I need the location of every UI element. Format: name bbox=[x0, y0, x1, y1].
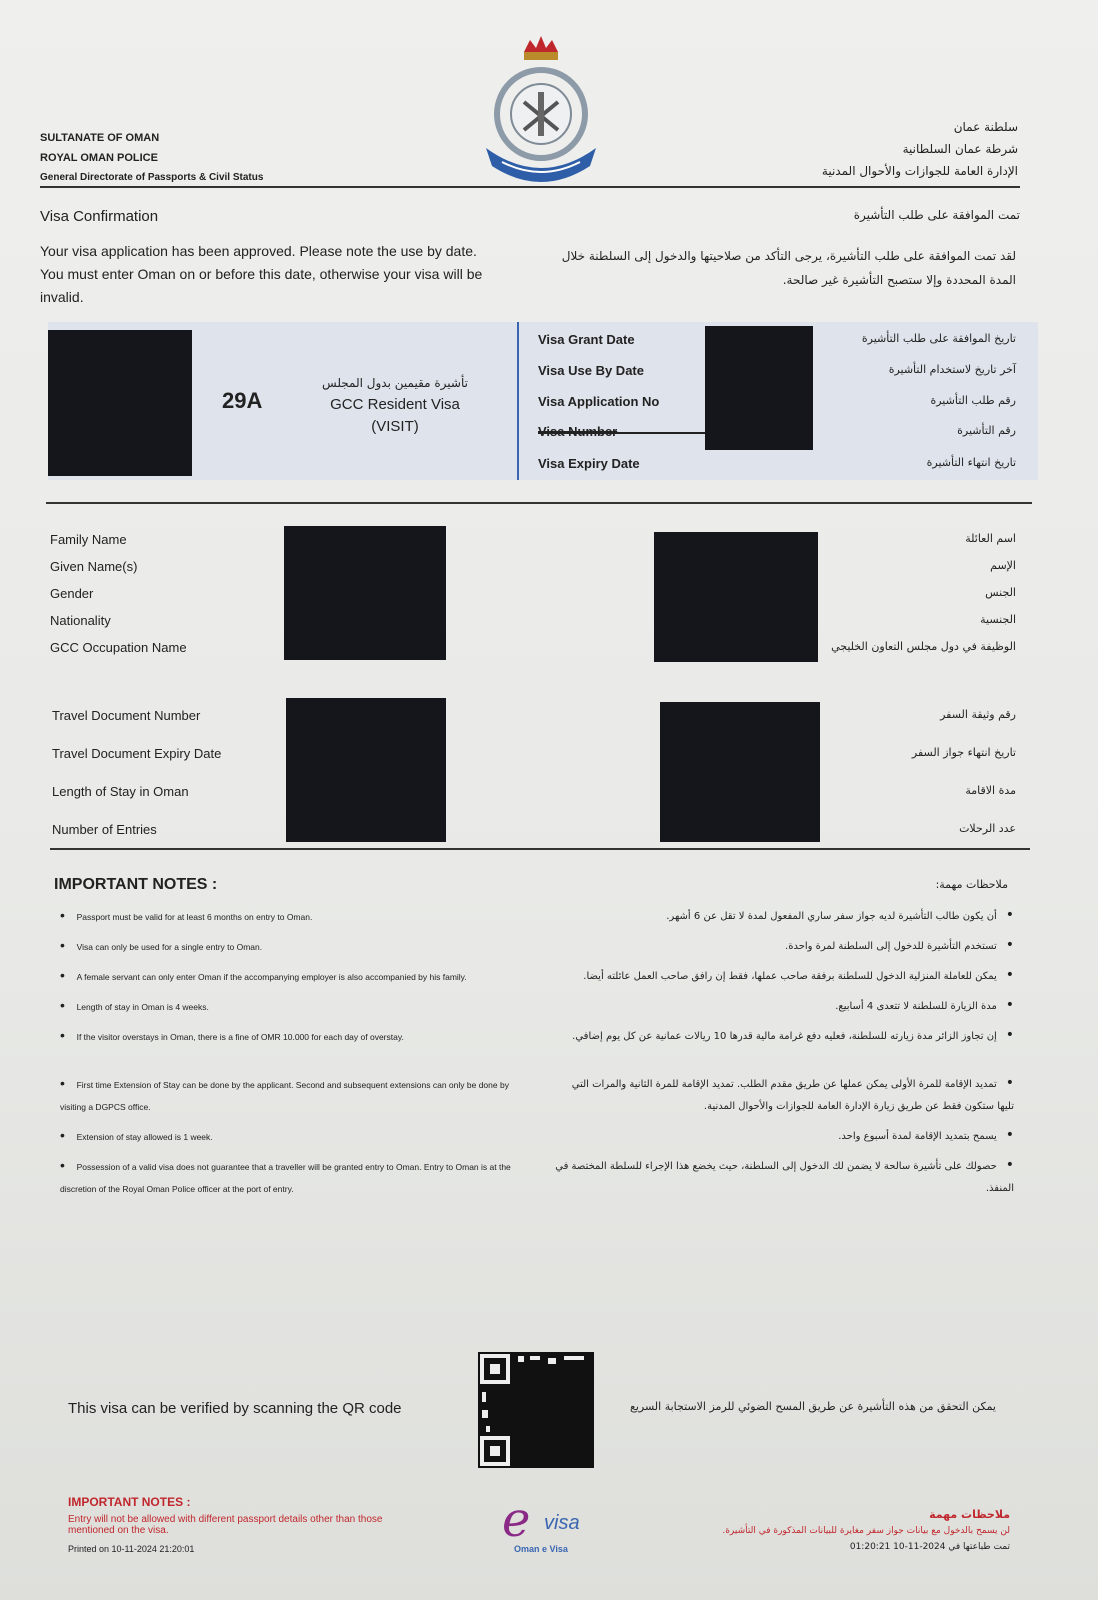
header-sultanate: SULTANATE OF OMAN bbox=[40, 132, 160, 144]
label-length-of-stay-ar: مدة الاقامة bbox=[965, 784, 1016, 797]
note-item: • Passport must be valid for at least 6 months on entry to Oman. bbox=[60, 907, 313, 923]
qr-code-icon[interactable] bbox=[478, 1352, 594, 1468]
printed-date-ar: تمت طباعتها في 2024-11-10 01:20:21 bbox=[849, 1542, 1010, 1552]
logo-word: visa bbox=[544, 1512, 580, 1534]
footer-notes-ar bbox=[722, 1507, 1010, 1555]
label-gender-ar: الجنس bbox=[985, 586, 1016, 599]
header-police: ROYAL OMAN POLICE bbox=[40, 152, 158, 164]
footer-notes-text-ar: لن يسمح بالدخول مع بيانات جواز سفر مغايرة للبيانات المذكورة في التأشيرة. bbox=[722, 1526, 1010, 1536]
label-visa-grant-date-ar: تاريخ الموافقة على طلب التأشيرة bbox=[861, 332, 1016, 345]
label-given-names: Given Name(s) bbox=[50, 559, 138, 574]
label-number-of-entries: Number of Entries bbox=[52, 822, 157, 837]
note-item-ar: • حصولك على تأشيرة سالحة لا يضمن لك الدخول إلى السلطنة، حيث يخضع هذا الإجراء للسلطة المختصة في المنفذ. bbox=[555, 1157, 1014, 1194]
qr-verification-text-ar: يمكن التحقق من هذه التأشيرة عن طريق المسح الضوئي للرمز الاستجابة السريع bbox=[630, 1400, 996, 1413]
photo-redaction bbox=[48, 330, 192, 476]
label-visa-expiry-date: Visa Expiry Date bbox=[538, 456, 640, 471]
label-travel-document-expiry: Travel Document Expiry Date bbox=[52, 746, 222, 761]
note-item-ar: • تستخدم التأشيرة للدخول إلى السلطنة لمرة واحدة. bbox=[785, 937, 1014, 953]
qr-verification-text: This visa can be verified by scanning the QR code bbox=[68, 1400, 402, 1417]
oman-evisa-logo bbox=[496, 1492, 596, 1562]
visa-type-code: 29A bbox=[222, 388, 263, 413]
label-nationality: Nationality bbox=[50, 613, 111, 628]
note-item: • Length of stay in Oman is 4 weeks. bbox=[60, 997, 209, 1013]
header-directorate: General Directorate of Passports & Civil Status bbox=[40, 172, 264, 183]
note-item-ar: • مدة الزيارة للسلطنة لا تتعدى 4 أسابيع. bbox=[835, 997, 1014, 1013]
intro-text: Your visa application has been approved. Please note the use by date. You must enter Oman on or before this date, otherwise your visa will be invalid. bbox=[40, 243, 483, 305]
important-notes-heading: IMPORTANT NOTES : bbox=[54, 876, 218, 893]
visa-values-redaction bbox=[705, 326, 813, 450]
personal-values-ar-redaction bbox=[654, 532, 818, 662]
visa-type-name-en: GCC Resident Visa bbox=[330, 396, 460, 413]
label-gender: Gender bbox=[50, 586, 94, 601]
note-item-text-ar: إن تجاوز الزائر مدة زيارته للسلطنة، فعليه دفع غرامة مالية قدرها 10 ريالات عمانية عن كل يوم إضافي. bbox=[572, 1031, 997, 1042]
footer-notes-text: Entry will not be allowed with different passport details other than those mentioned on the visa. bbox=[68, 1514, 383, 1536]
note-item-ar: • أن يكون طالب التأشيرة لديه جواز سفر ساري المفعول لمدة لا تقل عن 6 أشهر. bbox=[666, 907, 1014, 923]
logo-letter: e bbox=[502, 1492, 531, 1548]
personal-values-redaction bbox=[284, 526, 446, 660]
label-visa-grant-date: Visa Grant Date bbox=[538, 332, 635, 347]
note-item-ar: • يمكن للعاملة المنزلية الدخول للسلطنة برفقة صاحب عملها، فقط إن رافق صاحب العمل عائلته أيضا. bbox=[583, 967, 1014, 983]
label-visa-number-ar: رقم التأشيرة bbox=[957, 424, 1016, 437]
note-item-ar: • تمديد الإقامة للمرة الأولى يمكن عملها عن طريق مقدم الطلب. تمديد الإقامة للمرة الثانية والمرات التي تليها ستكون فقط عن طريق زيارة الإدارة العامة للجوازات والأحوال المدنية. bbox=[571, 1075, 1014, 1112]
visa-band-separator bbox=[517, 322, 519, 480]
label-visa-expiry-date-ar: تاريخ انتهاء التأشيرة bbox=[926, 456, 1016, 469]
note-item-text-ar: يمكن للعاملة المنزلية الدخول للسلطنة برفقة صاحب عملها، فقط إن رافق صاحب العمل عائلته أيضا. bbox=[583, 971, 997, 982]
notes-divider bbox=[50, 848, 1030, 850]
visa-confirmation-title: Visa Confirmation bbox=[40, 208, 159, 225]
header-ar-directorate: الإدارة العامة للجوازات والأحوال المدنية bbox=[821, 164, 1018, 178]
band-divider bbox=[46, 502, 1032, 504]
note-item: • If the visitor overstays in Oman, there is a fine of OMR 10.000 for each day of overstay. bbox=[60, 1027, 404, 1043]
visa-type-name-ar: تأشيرة مقيمين بدول المجلس bbox=[322, 376, 468, 390]
note-item-text: Passport must be valid for at least 6 months on entry to Oman. bbox=[76, 912, 313, 922]
note-item: • Visa can only be used for a single entry to Oman. bbox=[60, 937, 263, 953]
label-gcc-occupation: GCC Occupation Name bbox=[50, 640, 187, 655]
header-english bbox=[40, 128, 263, 188]
label-number-of-entries-ar: عدد الرحلات bbox=[959, 822, 1016, 835]
header-ar-police: شرطة عمان السلطانية bbox=[902, 142, 1018, 156]
label-nationality-ar: الجنسية bbox=[980, 613, 1016, 626]
important-notes-heading-ar: ملاحظات مهمة: bbox=[935, 878, 1008, 891]
header-divider bbox=[40, 186, 1020, 188]
note-item-text: Extension of stay allowed is 1 week. bbox=[76, 1132, 213, 1142]
travel-values-ar-redaction bbox=[660, 702, 820, 842]
footer-notes-heading: IMPORTANT NOTES : bbox=[68, 1495, 191, 1509]
label-family-name: Family Name bbox=[50, 532, 127, 547]
label-length-of-stay: Length of Stay in Oman bbox=[52, 784, 189, 799]
label-given-names-ar: الإسم bbox=[990, 559, 1016, 572]
label-visa-application-no: Visa Application No bbox=[538, 394, 660, 409]
label-travel-document-number: Travel Document Number bbox=[52, 708, 201, 723]
footer-notes-heading-ar: ملاحظات مهمة bbox=[929, 1508, 1010, 1521]
printed-date: Printed on 10-11-2024 21:20:01 bbox=[68, 1544, 195, 1554]
label-gcc-occupation-ar: الوظيفة في دول مجلس التعاون الخليجي bbox=[831, 640, 1016, 653]
royal-oman-police-emblem-icon bbox=[472, 22, 610, 182]
header-ar-sultanate: سلطنة عمان bbox=[953, 120, 1018, 134]
label-visa-use-by-date: Visa Use By Date bbox=[538, 363, 644, 378]
note-item: • First time Extension of Stay can be done by the applicant. Second and subsequent extensions can only be done by visiting a DGPCS office. bbox=[60, 1075, 509, 1112]
label-travel-document-number-ar: رقم وثيقة السفر bbox=[940, 708, 1016, 721]
visa-number-strike bbox=[538, 432, 708, 434]
logo-caption: Oman e Visa bbox=[514, 1544, 568, 1554]
visa-type-name bbox=[300, 372, 490, 438]
note-item-text: Visa can only be used for a single entry to Oman. bbox=[76, 942, 263, 952]
note-item-text: Length of stay in Oman is 4 weeks. bbox=[76, 1002, 209, 1012]
label-visa-application-no-ar: رقم طلب التأشيرة bbox=[930, 394, 1016, 407]
label-family-name-ar: اسم العائلة bbox=[965, 532, 1016, 545]
intro-text-ar: لقد تمت الموافقة على طلب التأشيرة، يرجى التأكد من صلاحيتها والدخول إلى السلطنة خلال المدة المحددة وإلا ستصبح التأشيرة غير صالحة. bbox=[561, 249, 1016, 287]
label-travel-document-expiry-ar: تاريخ انتهاء جواز السفر bbox=[911, 746, 1016, 759]
note-item-ar: • إن تجاوز الزائر مدة زيارته للسلطنة، فعليه دفع غرامة مالية قدرها 10 ريالات عمانية عن كل يوم إضافي. bbox=[572, 1027, 1014, 1043]
visa-confirmation-title-ar: تمت الموافقة على طلب التأشيرة bbox=[853, 208, 1020, 222]
label-visa-use-by-date-ar: آخر تاريخ لاستخدام التأشيرة bbox=[888, 363, 1016, 376]
note-item-text-ar: تمديد الإقامة للمرة الأولى يمكن عملها عن طريق مقدم الطلب. تمديد الإقامة للمرة الثانية والمرات التي تليها ستكون فقط عن طريق زيارة الإدارة العامة للجوازات والأحوال المدنية. bbox=[571, 1079, 1014, 1112]
travel-values-redaction bbox=[286, 698, 446, 842]
visa-type-sub: (VISIT) bbox=[371, 418, 419, 435]
note-item-text: If the visitor overstays in Oman, there is a fine of OMR 10.000 for each day of overstay. bbox=[76, 1032, 404, 1042]
note-item-text-ar: يسمح بتمديد الإقامة لمدة أسبوع واحد. bbox=[838, 1131, 997, 1142]
note-item-text: First time Extension of Stay can be done by the applicant. Second and subsequent extensions can only be done by visiting a DGPCS office. bbox=[60, 1080, 509, 1112]
note-item-text: A female servant can only enter Oman if the accompanying employer is also accompanied by his family. bbox=[76, 972, 467, 982]
note-item: • Extension of stay allowed is 1 week. bbox=[60, 1127, 213, 1143]
note-item-text-ar: تستخدم التأشيرة للدخول إلى السلطنة لمرة واحدة. bbox=[785, 941, 997, 952]
footer-notes bbox=[68, 1497, 428, 1555]
note-item-text-ar: حصولك على تأشيرة سالحة لا يضمن لك الدخول إلى السلطنة، حيث يخضع هذا الإجراء للسلطة المختصة في المنفذ. bbox=[555, 1161, 1014, 1194]
note-item: • Possession of a valid visa does not guarantee that a traveller will be granted entry to Oman. Entry to Oman is at the discretion of the Royal Oman Police officer at the port of entry. bbox=[60, 1157, 511, 1194]
note-item-text: Possession of a valid visa does not guarantee that a traveller will be granted entry to Oman. Entry to Oman is at the discretion of the Royal Oman Police officer at the port of entry. bbox=[60, 1162, 511, 1194]
note-item-text-ar: مدة الزيارة للسلطنة لا تتعدى 4 أسابيع. bbox=[835, 1001, 997, 1012]
note-item: • A female servant can only enter Oman if the accompanying employer is also accompanied by his family. bbox=[60, 967, 467, 983]
note-item-text-ar: أن يكون طالب التأشيرة لديه جواز سفر ساري المفعول لمدة لا تقل عن 6 أشهر. bbox=[666, 911, 997, 922]
note-item-ar: • يسمح بتمديد الإقامة لمدة أسبوع واحد. bbox=[838, 1127, 1014, 1143]
header-arabic bbox=[822, 116, 1018, 182]
